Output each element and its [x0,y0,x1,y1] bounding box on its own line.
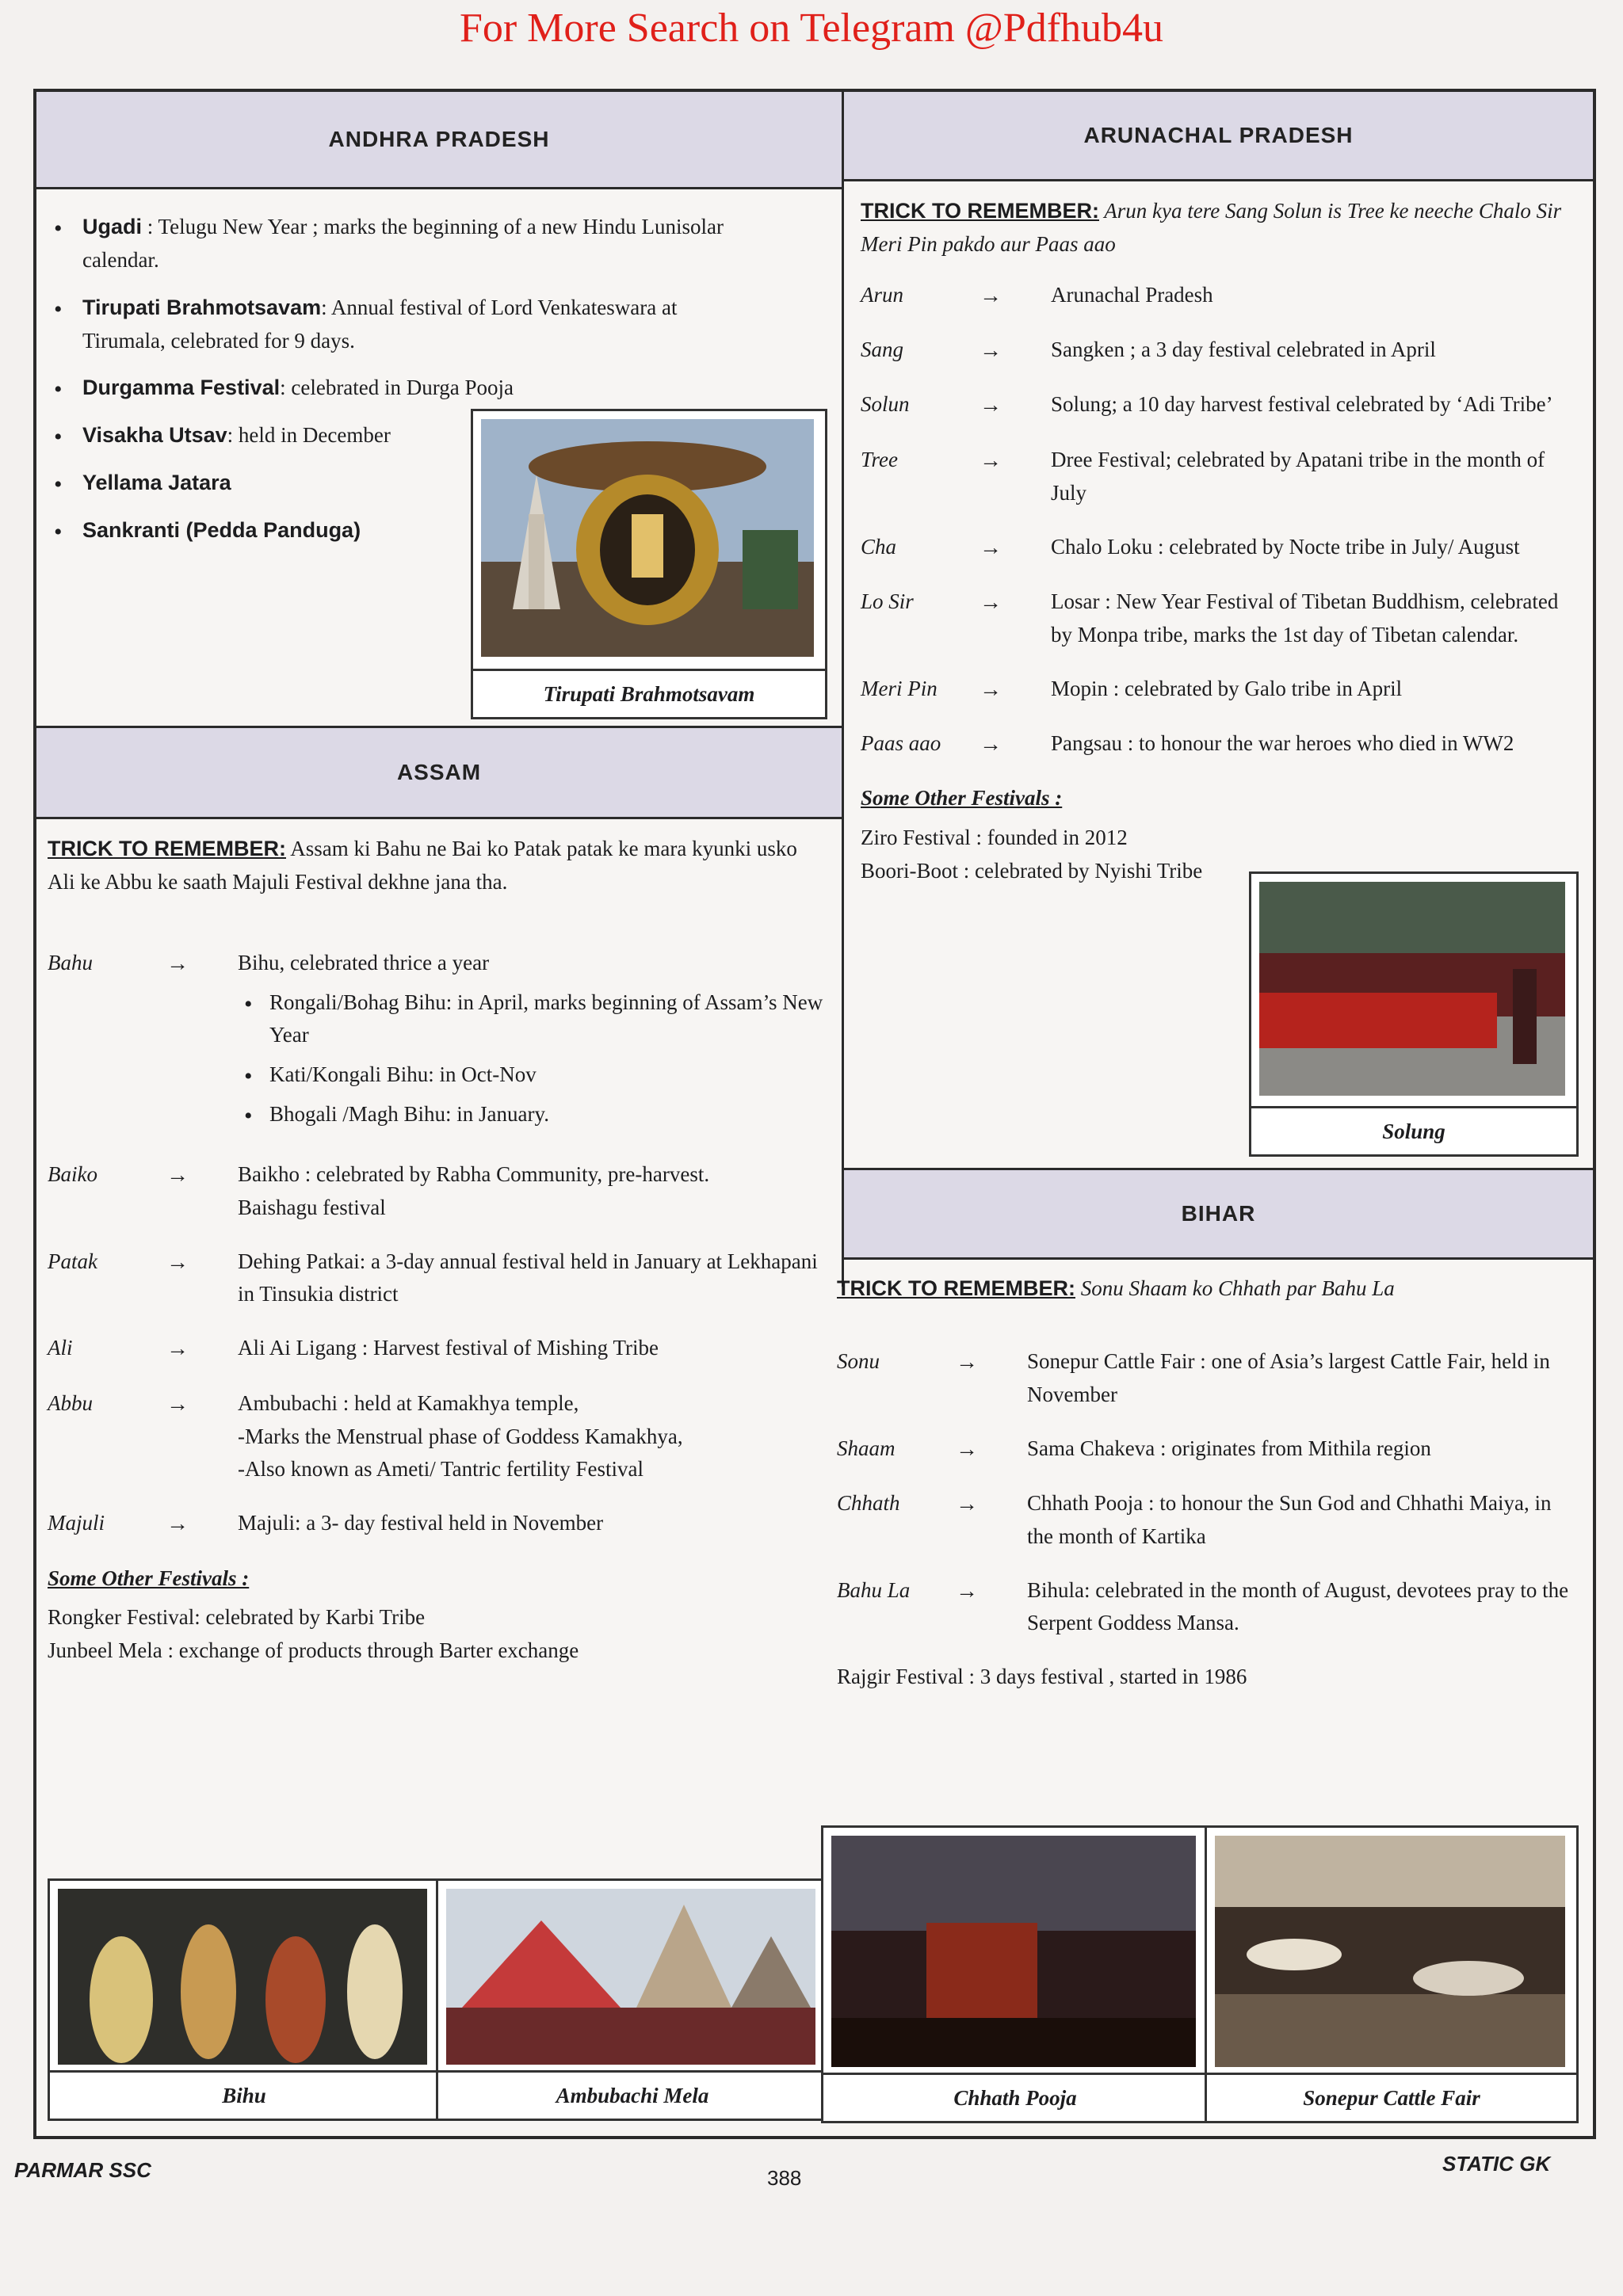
bihar-key: Sonu [837,1348,880,1373]
page-number: 388 [767,2166,802,2190]
assam-key: Majuli [48,1511,105,1535]
arunachal-row-sang [861,334,1574,368]
arunachal-val-line: Mopin : celebrated by Galo tribe in April [1051,676,1403,700]
ambubachi-photo [436,1878,829,2121]
arunachal-val [1051,673,1574,706]
assam-row-bahu [48,947,824,1138]
assam-key: Abbu [48,1390,93,1415]
assam-row-ali [48,1332,824,1366]
assam-key: Baiko [48,1161,97,1186]
chhath-caption: Chhath Pooja [823,2073,1207,2121]
arunachal-val [1051,334,1574,367]
arunachal-val-line: Pangsau : to honour the war heroes who died in WW2 [1051,731,1514,756]
bihu-sub-list [238,986,824,1131]
bihar-val [1027,1574,1574,1641]
bihar-header: BIHAR [844,1170,1593,1260]
arunachal-other-heading: Some Other Festivals : [861,786,1063,810]
arunachal-key: Arun [861,282,903,307]
arunachal-section [861,195,1574,888]
arunachal-val-line: Arunachal Pradesh [1051,282,1213,307]
bihar-section [837,1272,1574,1694]
arrow-icon: → [980,393,1002,418]
arunachal-val [1051,444,1574,510]
assam-section [48,833,824,1668]
arunachal-trick [861,195,1574,261]
arunachal-key: Cha [861,534,897,559]
rajgir-festival: Rajgir Festival : 3 days festival , started in 1986 [837,1665,1247,1689]
arrow-icon: → [980,283,1002,308]
assam-val [238,1332,824,1365]
arunachal-row-solun [861,388,1574,422]
assam-row-abbu [48,1387,824,1487]
assam-val [238,1507,824,1540]
arunachal-val [1051,727,1574,761]
footer-left: PARMAR SSC [14,2158,151,2182]
arunachal-val [1051,585,1574,652]
arrow-icon: → [956,1349,978,1375]
assam-val-line: Dehing Patkai: a 3-day annual festival held in January at Lekhapani in Tinsukia district [238,1249,818,1306]
assam-val-line: -Also known as Ameti/ Tantric fertility Festival [238,1457,644,1482]
bihar-key: Bahu La [837,1577,911,1602]
arunachal-key: Sang [861,338,903,362]
solung-image [1259,882,1565,1096]
sonepur-caption: Sonepur Cattle Fair [1207,2073,1576,2121]
bihar-mnemonic-rows [837,1345,1574,1640]
festival-name: Sankranti (Pedda Panduga) [82,517,361,542]
bihar-trick-text: Sonu Shaam ko Chhath par Bahu La [1075,1276,1395,1300]
bihar-row-bahu-la [837,1574,1574,1641]
arrow-icon: → [166,1512,189,1537]
arrow-icon: → [956,1491,978,1516]
bihu-sub-item: • Bhogali /Magh Bihu: in January. [238,1098,824,1131]
bihar-key: Chhath [837,1490,900,1515]
assam-val [238,1387,824,1487]
arunachal-other-1: Ziro Festival : founded in 2012 [861,826,1128,850]
bihar-key: Shaam [837,1436,896,1460]
assam-val-line: Majuli: a 3- day festival held in November [238,1511,604,1535]
assam-row-patak [48,1245,824,1312]
assam-trick-text: Assam ki Bahu ne Bai ko Patak patak ke mara kyunki usko Ali ke Abbu ke saath Majuli Festival dekhne jana tha. [48,837,797,894]
arunachal-row-paas-aao [861,727,1574,761]
festival-sep: : [227,423,239,448]
arunachal-val [1051,531,1574,564]
assam-trick-label: TRICK TO REMEMBER: [48,837,286,860]
assam-key: Bahu [48,950,93,974]
assam-val [238,1158,824,1225]
festival-desc: Telugu New Year ; marks the beginning of a new Hindu Lunisolar calendar. [82,215,724,272]
arunachal-val [1051,388,1574,421]
arunachal-val-line: Dree Festival; celebrated by Apatani tribe in the month of July [1051,447,1545,505]
bihar-row-shaam [837,1432,1574,1466]
assam-val-line: Ali Ai Ligang : Harvest festival of Mishing Tribe [238,1336,659,1360]
tirupati-photo [471,409,827,719]
arunachal-val-line: Solung; a 10 day harvest festival celebrated by ‘Adi Tribe’ [1051,392,1553,417]
bihar-val [1027,1432,1574,1466]
bihar-val-line: Chhath Pooja : to honour the Sun God and Chhathi Maiya, in the month of Kartika [1027,1490,1552,1548]
arrow-icon: → [980,338,1002,364]
andhra-festival-item [48,372,761,405]
bihu-sub-item: • Kati/Kongali Bihu: in Oct-Nov [238,1058,824,1092]
bihu-caption: Bihu [50,2070,438,2119]
festival-desc: celebrated in Durga Pooja [291,376,514,400]
sonepur-photo [1205,1825,1579,2123]
bihu-photo [48,1878,441,2121]
festival-name: Yellama Jatara [82,471,231,495]
bihar-val [1027,1487,1574,1554]
bihar-row-sonu [837,1345,1574,1412]
assam-row-majuli [48,1507,824,1541]
telegram-banner: For More Search on Telegram @Pdfhub4u [459,6,1164,51]
arrow-icon: → [956,1436,978,1462]
andhra-festival-item [48,211,761,277]
assam-header: ASSAM [36,728,842,819]
assam-mnemonic-rows [48,1158,824,1542]
bihar-val-line: Sama Chakeva : originates from Mithila region [1027,1436,1431,1460]
arunachal-trick-label: TRICK TO REMEMBER: [861,199,1099,223]
bihar-row-chhath [837,1487,1574,1554]
arunachal-row-tree [861,444,1574,510]
arunachal-val-line: Sangken ; a 3 day festival celebrated in April [1051,338,1436,362]
solung-caption: Solung [1251,1106,1576,1154]
arunachal-row-arun [861,279,1574,313]
arunachal-key: Paas aao [861,731,941,756]
arunachal-row-meri-pin [861,673,1574,707]
arrow-icon: → [166,1249,189,1275]
festival-sep: : [280,376,292,400]
page-frame [33,89,1596,2139]
bihar-trick-label: TRICK TO REMEMBER: [837,1276,1075,1300]
tirupati-caption: Tirupati Brahmotsavam [473,669,825,717]
assam-val-line: Baishagu festival [238,1195,386,1219]
festival-name: Ugadi [82,215,143,238]
chhath-photo [821,1825,1209,2123]
arunachal-row-cha [861,531,1574,565]
arrow-icon: → [166,951,189,976]
assam-key: Patak [48,1249,97,1273]
ambubachi-image [446,1889,815,2065]
assam-val-line: -Marks the Menstrual phase of Goddess Kamakhya, [238,1424,683,1448]
assam-val-line: Ambubachi : held at Kamakhya temple, [238,1390,579,1415]
arrow-icon: → [980,677,1002,702]
arrow-icon: → [980,589,1002,615]
arunachal-trick-text: Arun kya tere Sang Solun is Tree ke neeche Chalo Sir Meri Pin pakdo aur Paas aao [861,199,1562,256]
assam-key: Ali [48,1336,73,1360]
arunachal-header: ARUNACHAL PRADESH [844,92,1593,181]
assam-other-1: Rongker Festival: celebrated by Karbi Tribe [48,1605,426,1630]
festival-name: Visakha Utsav [82,423,227,448]
arunachal-mnemonic-rows [861,279,1574,762]
arunachal-row-lo-sir [861,585,1574,652]
bihar-val [1027,1345,1574,1412]
arunachal-key: Lo Sir [861,589,914,613]
bihu-sub-item: • Rongali/Bohag Bihu: in April, marks beginning of Assam’s New Year [238,986,824,1053]
bihar-val-line: Bihula: celebrated in the month of August, devotees pray to the Serpent Goddess Mansa. [1027,1577,1569,1635]
arrow-icon: → [980,448,1002,473]
arunachal-key: Solun [861,392,910,417]
bihar-val-line: Sonepur Cattle Fair : one of Asia’s largest Cattle Fair, held in November [1027,1348,1550,1406]
assam-other-heading: Some Other Festivals : [48,1566,250,1590]
festival-sep: : [142,215,158,238]
festival-desc: Annual festival of Lord Venkateswara at Tirumala, celebrated for 9 days. [82,295,678,353]
chhath-image [831,1836,1196,2067]
sonepur-image [1215,1836,1565,2067]
arunachal-other-2: Boori-Boot : celebrated by Nyishi Tribe [861,859,1203,883]
arunachal-val-line: Losar : New Year Festival of Tibetan Buddhism, celebrated by Monpa tribe, marks the 1st day of Tibetan calendar. [1051,589,1559,646]
festival-name: Tirupati Brahmotsavam [82,295,322,319]
andhra-festival-item [48,292,761,358]
assam-trick [48,833,824,899]
arrow-icon: → [980,732,1002,757]
arrow-icon: → [956,1578,978,1604]
arunachal-val-line: Chalo Loku : celebrated by Nocte tribe in July/ August [1051,534,1520,559]
arrow-icon: → [980,535,1002,560]
bihu-image [58,1889,427,2065]
arrow-icon: → [166,1337,189,1362]
footer-right: STATIC GK [1442,2152,1551,2176]
assam-val-line: Baikho : celebrated by Rabha Community, pre-harvest. [238,1161,710,1186]
solung-photo [1249,871,1579,1157]
arunachal-key: Tree [861,447,898,471]
column-divider [842,92,844,1287]
arrow-icon: → [166,1162,189,1188]
arunachal-val [1051,279,1574,312]
arrow-icon: → [166,1391,189,1417]
bihar-trick [837,1272,1574,1306]
festival-sep: : [321,295,331,319]
arunachal-key: Meri Pin [861,676,938,700]
assam-val-bahu [238,947,824,1138]
assam-row-baiko [48,1158,824,1225]
bihu-text: Bihu, celebrated thrice a year [238,950,490,974]
tirupati-image [481,419,814,657]
ambubachi-caption: Ambubachi Mela [438,2070,827,2119]
festival-name: Durgamma Festival [82,376,281,400]
andhra-header: ANDHRA PRADESH [36,92,842,189]
assam-val [238,1245,824,1312]
festival-desc: held in December [238,423,391,448]
assam-other-2: Junbeel Mela : exchange of products through Barter exchange [48,1638,579,1663]
